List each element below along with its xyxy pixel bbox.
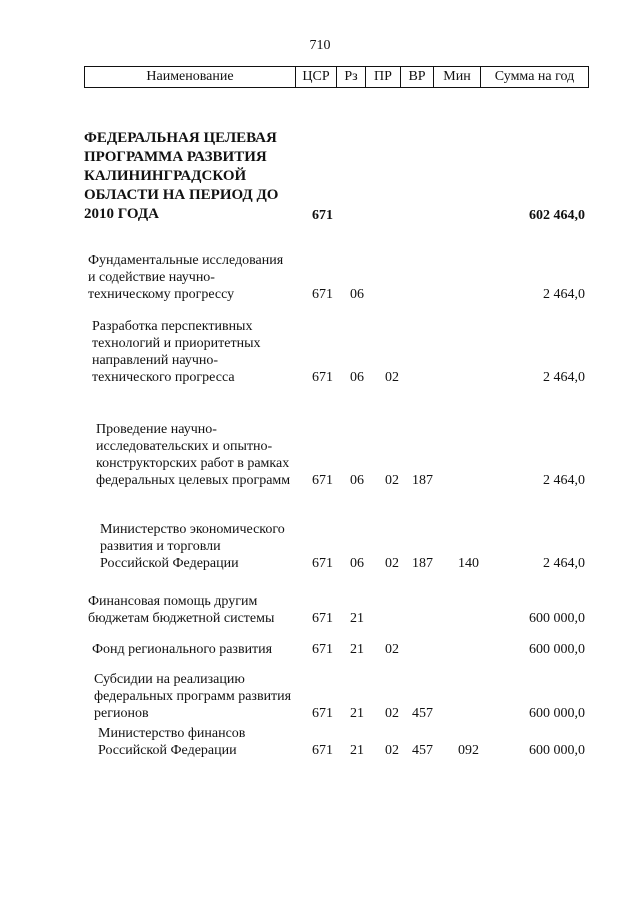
row-sum: 600 000,0 [529, 743, 585, 758]
row-name: Разработка перспективных технологий и приоритетных направлений научно-технического прогресса [92, 319, 261, 385]
row-csr: 671 [312, 370, 333, 385]
row-name: Министерство финансов Российской Федерации [98, 726, 246, 758]
row-name: Фундаментальные исследования и содействие научно-техническому прогрессу [88, 253, 284, 302]
row-min: 140 [458, 556, 479, 571]
row-csr: 671 [312, 706, 333, 721]
row-rz: 21 [350, 706, 364, 721]
row-sum: 600 000,0 [529, 611, 585, 626]
table-row [84, 670, 589, 722]
header-sum: Сумма на год [480, 67, 588, 87]
header-vr: ВР [400, 67, 433, 87]
header-csr: ЦСР [295, 67, 336, 87]
row-name: Министерство экономического развития и торговли Российской Федерации [100, 522, 285, 571]
table-row [84, 640, 589, 658]
row-csr: 671 [312, 556, 333, 571]
row-name: Субсидии на реализацию федеральных программ развития регионов [94, 672, 292, 721]
row-pr: 02 [385, 556, 399, 571]
row-name: Проведение научно-исследовательских и опытно-конструкторских работ в рамках федеральных целевых программ [96, 422, 291, 488]
table-row [84, 724, 589, 759]
table-row [84, 404, 589, 489]
row-csr: 671 [312, 743, 333, 758]
row-pr: 02 [385, 706, 399, 721]
header-name: Наименование [146, 69, 234, 84]
header-min: Мин [433, 67, 480, 87]
row-vr: 187 [412, 473, 433, 488]
row-sum: 2 464,0 [543, 370, 585, 385]
row-vr: 457 [412, 706, 433, 721]
table-row [84, 130, 589, 224]
row-rz: 06 [350, 556, 364, 571]
table-row [84, 318, 589, 386]
row-pr: 02 [385, 370, 399, 385]
row-csr: 671 [312, 287, 333, 302]
row-rz: 06 [350, 287, 364, 302]
row-rz: 21 [350, 611, 364, 626]
row-name: Финансовая помощь другим бюджетам бюджетной системы [88, 594, 275, 626]
row-name: Фонд регионального развития [92, 642, 273, 657]
row-vr: 457 [412, 743, 433, 758]
row-vr: 187 [412, 556, 433, 571]
row-csr: 671 [312, 611, 333, 626]
row-pr: 02 [385, 473, 399, 488]
row-sum: 600 000,0 [529, 642, 585, 657]
row-pr: 02 [385, 642, 399, 657]
table-header [84, 66, 589, 88]
row-sum: 600 000,0 [529, 706, 585, 721]
row-sum: 2 464,0 [543, 473, 585, 488]
row-rz: 06 [350, 370, 364, 385]
row-rz: 06 [350, 473, 364, 488]
row-rz: 21 [350, 642, 364, 657]
table-row [84, 592, 589, 627]
row-rz: 21 [350, 743, 364, 758]
row-sum: 602 464,0 [529, 208, 585, 223]
row-csr: 671 [312, 642, 333, 657]
row-sum: 2 464,0 [543, 556, 585, 571]
row-csr: 671 [312, 473, 333, 488]
table-row [84, 235, 589, 303]
header-pr: ПР [365, 67, 400, 87]
row-name: ФЕДЕРАЛЬНАЯ ЦЕЛЕВАЯ ПРОГРАММА РАЗВИТИЯ КАЛИНИНГРАДСКОЙ ОБЛАСТИ НА ПЕРИОД ДО 2010 ГОДА [84, 130, 279, 222]
page-number: 710 [309, 38, 331, 53]
row-pr: 02 [385, 743, 399, 758]
table-row [84, 504, 589, 572]
header-rz: Рз [336, 67, 365, 87]
row-sum: 2 464,0 [543, 287, 585, 302]
row-csr: 671 [312, 208, 333, 223]
row-min: 092 [458, 743, 479, 758]
